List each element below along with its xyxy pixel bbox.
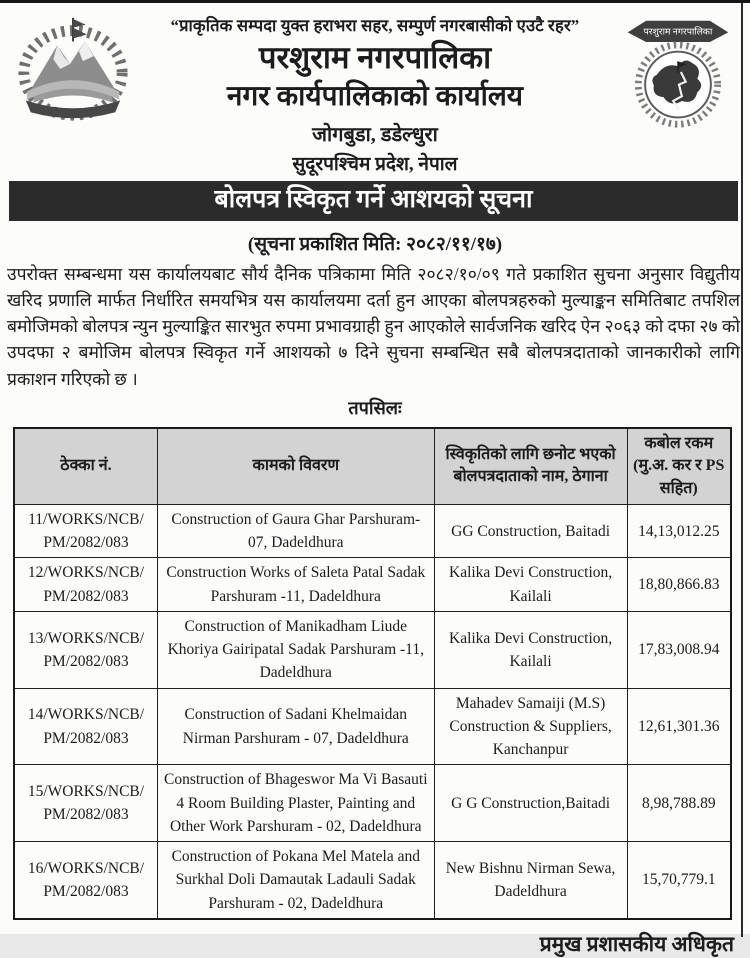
work-description-cell: Construction of Sadani Khelmaidan Nirman Parshuram - 07, Dadeldhura xyxy=(157,688,434,765)
amount-cell: 18,80,866.83 xyxy=(627,558,731,612)
contract-no-cell: 16/WORKS/NCB/ PM/2082/083 xyxy=(14,842,157,919)
amount-cell: 12,61,301.36 xyxy=(627,688,731,765)
amount-cell: 17,83,008.94 xyxy=(627,611,731,688)
municipality-tagline: “प्राकृतिक सम्पदा युक्त हराभरा सहर, सम्पुर्ण नगरबासीको एउटै रहर” xyxy=(170,16,580,35)
contract-no-cell: 14/WORKS/NCB/ PM/2082/083 xyxy=(14,688,157,765)
table-row xyxy=(14,504,731,558)
table-row xyxy=(14,611,731,688)
table-row xyxy=(14,688,731,765)
bidder-cell: Mahadev Samaiji (M.S) Construction & Suppliers, Kanchanpur xyxy=(434,688,627,765)
header-selected-bidder: स्विकृतिको लागि छनोट भएको बोलपत्रदाताको नाम, ठेगाना xyxy=(434,428,627,505)
header-quoted-amount: कबोल रकम (मु.अ. कर र PS सहित) xyxy=(627,428,731,505)
amount-cell: 8,98,788.89 xyxy=(627,765,731,842)
tender-table-body xyxy=(14,504,731,919)
contract-no-cell: 13/WORKS/NCB/ PM/2082/083 xyxy=(14,611,157,688)
header-work-description: कामको विवरण xyxy=(157,428,434,505)
contract-no-cell: 11/WORKS/NCB/ PM/2082/083 xyxy=(14,504,157,558)
bidder-cell: GG Construction, Baitadi xyxy=(434,504,627,558)
table-caption: तपसिलः xyxy=(348,397,402,418)
nepal-coat-of-arms-icon xyxy=(14,11,136,123)
published-date: (सूचना प्रकाशित मिति: २०८२/११/१७) xyxy=(247,233,503,255)
header-contract-no: ठेक्का नं. xyxy=(14,428,157,505)
work-description-cell: Construction Works of Saleta Patal Sadak Parshuram -11, Dadeldhura xyxy=(157,558,434,612)
seal-banner-text: परशुराम नगरपालिका xyxy=(643,26,713,37)
municipality-name: परशुराम नगरपालिका xyxy=(258,40,492,75)
amount-cell: 14,13,012.25 xyxy=(627,504,731,558)
table-row xyxy=(14,765,731,842)
contract-no-cell: 12/WORKS/NCB/ PM/2082/083 xyxy=(14,558,157,612)
letterhead-text xyxy=(136,11,614,176)
bidder-cell: New Bishnu Nirman Sewa, Dadeldhura xyxy=(434,842,627,919)
municipality-seal-icon xyxy=(614,11,736,133)
work-description-cell: Construction of Gaura Ghar Parshuram-07, Dadeldhura xyxy=(157,504,434,558)
work-description-cell: Construction of Pokana Mel Matela and Surkhal Doli Damautak Ladauli Sadak Parshuram - 02, Dadeldhura xyxy=(157,842,434,919)
table-row xyxy=(14,558,731,612)
bidder-cell: G G Construction,Baitadi xyxy=(434,765,627,842)
bidder-cell: Kalika Devi Construction, Kailali xyxy=(434,558,627,612)
office-name: नगर कार्यपालिकाको कार्यालय xyxy=(226,80,524,112)
tender-table-head xyxy=(14,428,731,505)
notice-body: उपरोक्त सम्बन्धमा यस कार्यालयबाट सौर्य दैनिक पत्रिकामा मिति २०८२/१०/०९ गते प्रकाशित सुचना अनुसार विद्युतीय खरिद प्रणालि मार्फत निर्धारित समयभित्र यस कार्यालयमा दर्ता हुन आएका बोलपत्रहरुको मुल्याङ्कन समितिबाट तपशिल बमोजिमको बोलपत्र न्युन मुल्याङ्कित सारभुत रुपमा प्रभावग्राही हुन आएकोले सार्वजनिक खरिद ऐन २०६३ को दफा २७ को उपदफा २ बमोजिम बोलपत्र स्विकृत गर्ने आशयको ७ दिने सुचना सम्बन्धित सबै बोलपत्रदाताको जानकारीको लागि प्रकाशन गरिएको छ । xyxy=(7,263,740,389)
amount-cell: 15,70,779.1 xyxy=(627,842,731,919)
contract-no-cell: 15/WORKS/NCB/ PM/2082/083 xyxy=(14,765,157,842)
header-row xyxy=(14,428,731,505)
letterhead xyxy=(0,3,750,176)
tender-table xyxy=(13,427,732,920)
bidder-cell: Kalika Devi Construction, Kailali xyxy=(434,611,627,688)
notice-title-banner: बोलपत्र स्विकृत गर्ने आशयको सूचना xyxy=(9,181,738,220)
office-location: जोगबुडा, डडेल्धुरा xyxy=(312,124,438,147)
page-right-border xyxy=(741,3,743,937)
province-line: सुदूरपश्चिम प्रदेश, नेपाल xyxy=(292,154,458,176)
signatory-title: प्रमुख प्रशासकीय अधिकृत xyxy=(539,931,734,956)
table-row xyxy=(14,842,731,919)
work-description-cell: Construction of Bhageswor Ma Vi Basauti 4 Room Building Plaster, Painting and Other Work Parshuram - 02, Dadeldhura xyxy=(157,765,434,842)
work-description-cell: Construction of Manikadham Liude Khoriya Gairipatal Sadak Parshuram -11, Dadeldhura xyxy=(157,611,434,688)
